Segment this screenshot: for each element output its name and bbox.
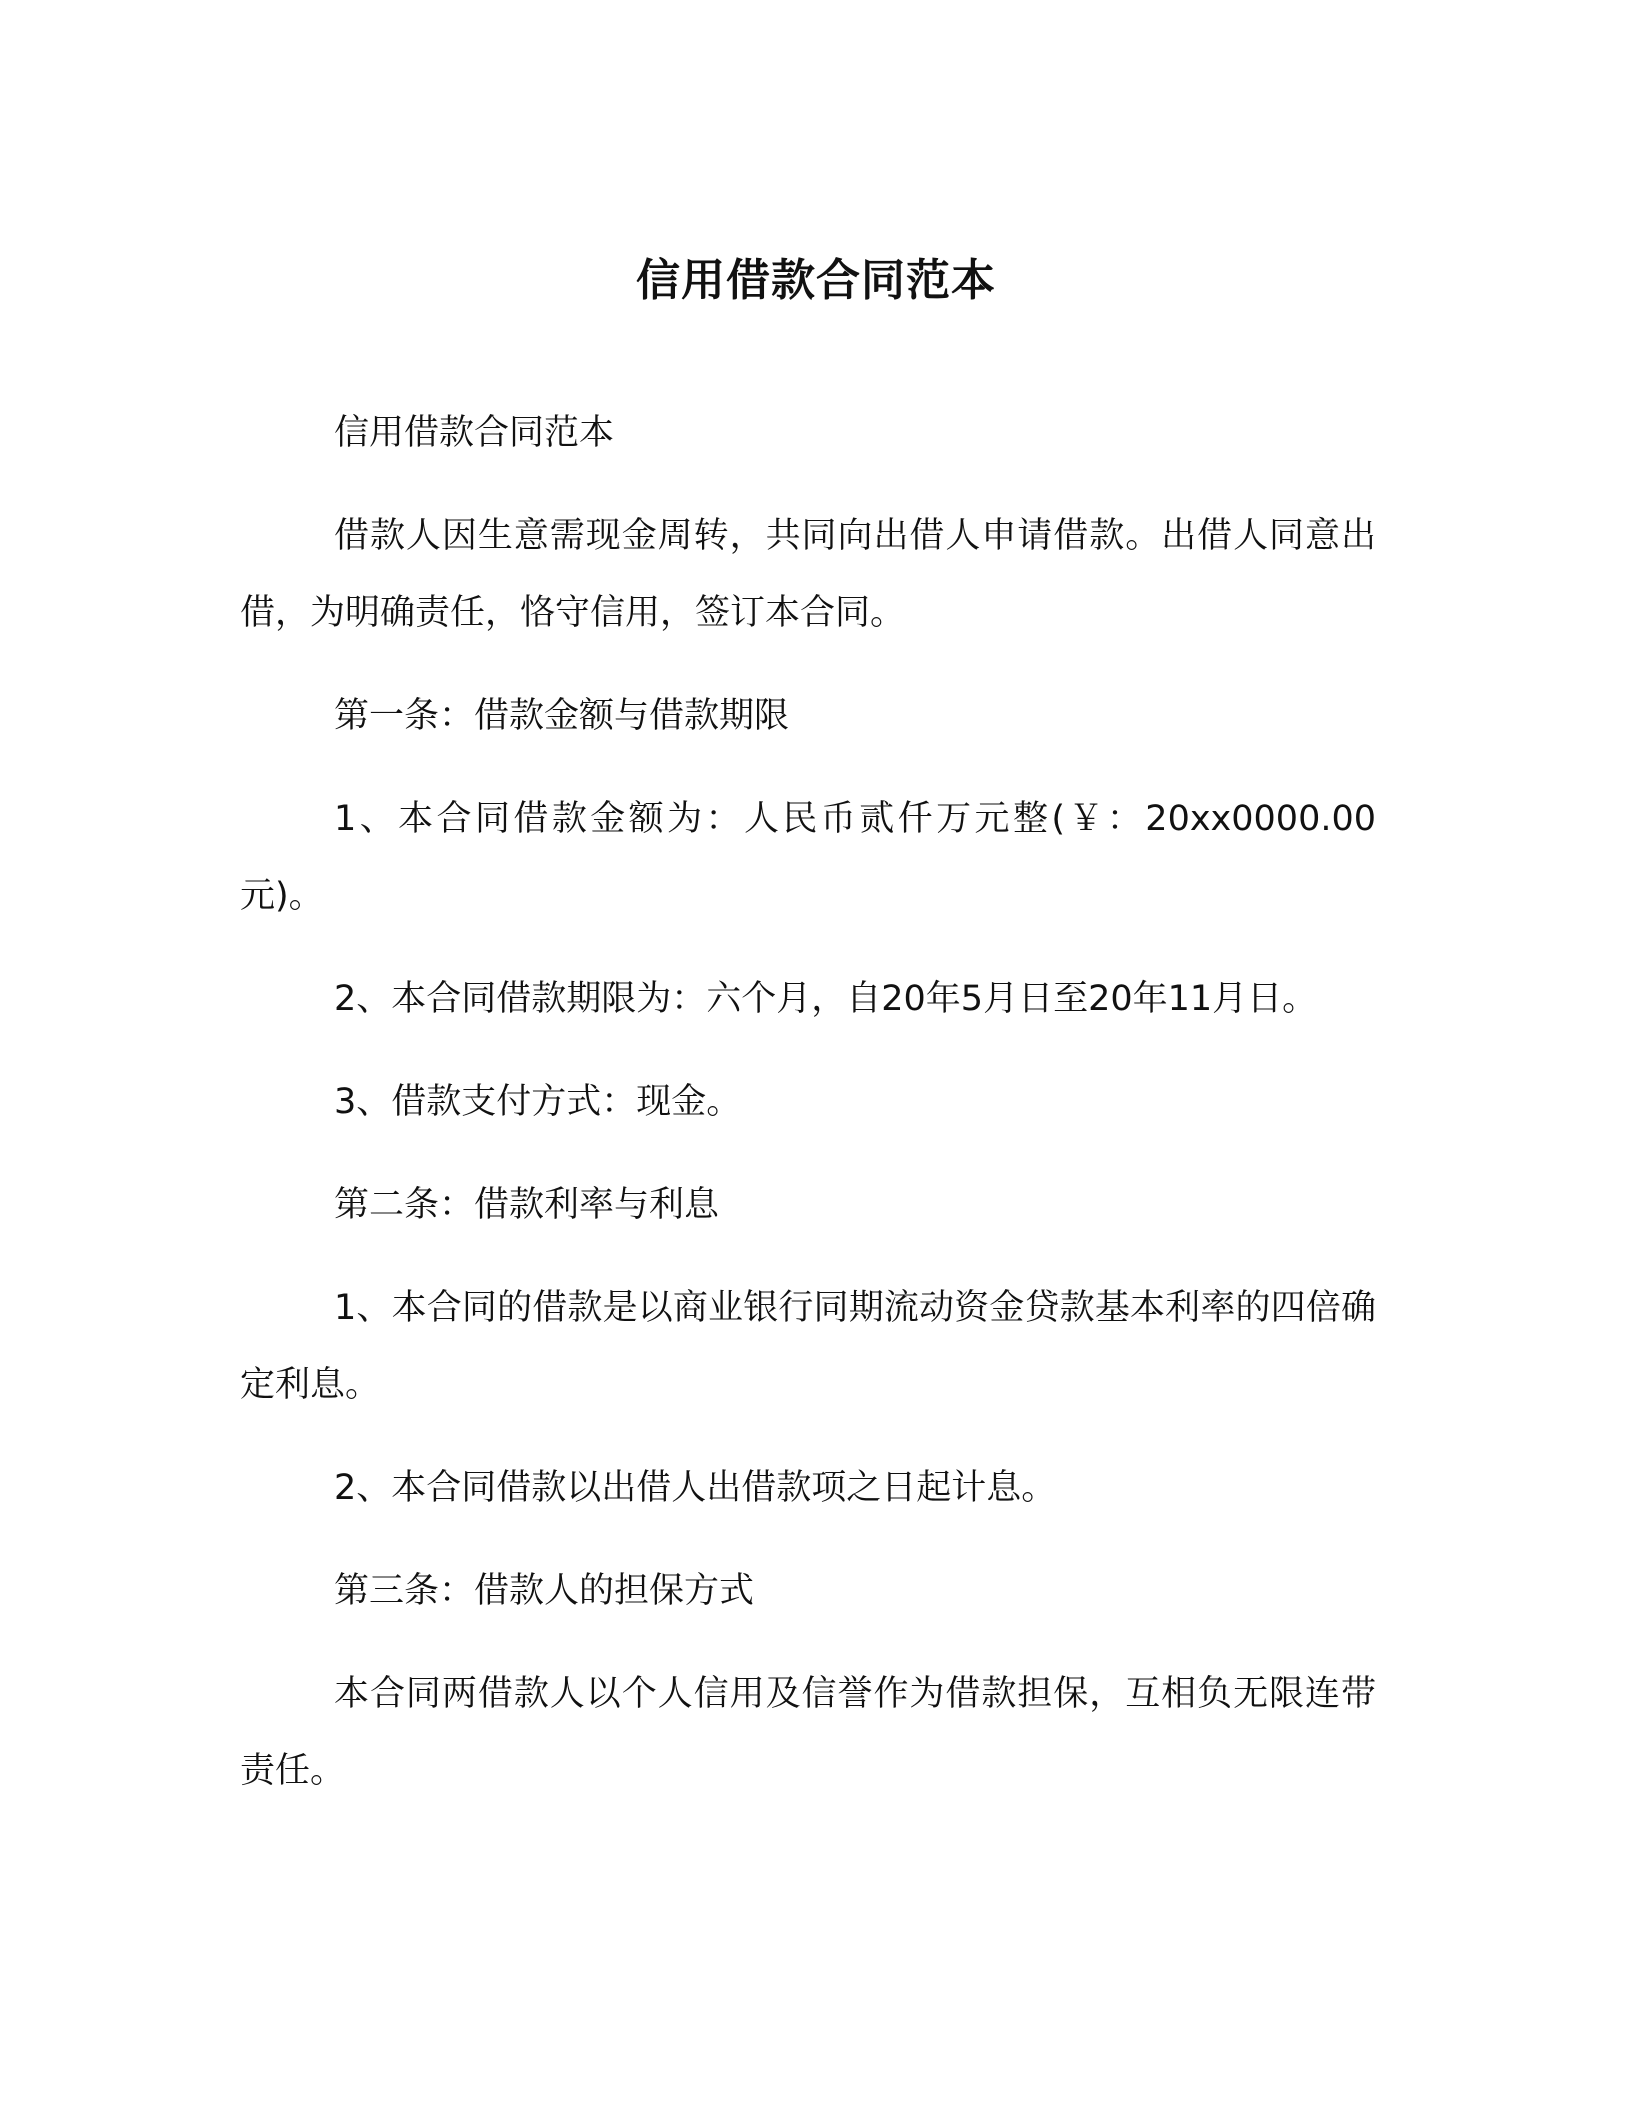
article-3-heading: 第三条：借款人的担保方式	[334, 1571, 755, 1611]
article-2-clause-1: 1、本合同的借款是以商业银行同期流动资金贷款基本利率的四倍确定利息。	[240, 1288, 1376, 1405]
article-1-heading: 第一条：借款金额与借款期限	[334, 696, 790, 736]
article-1-clause-2: 2、本合同借款期限为：六个月，自20年5月日至20年11月日。	[334, 979, 1318, 1019]
document-title: 信用借款合同范本	[636, 255, 996, 307]
article-3-body: 本合同两借款人以个人信用及信誉作为借款担保，互相负无限连带责任。	[240, 1674, 1376, 1791]
preamble-paragraph: 借款人因生意需现金周转，共同向出借人申请借款。出借人同意出借，为明确责任，恪守信用，签订本合同。	[240, 516, 1376, 633]
article-1-clause-1: 1、本合同借款金额为：人民币贰仟万元整(￥：20xx0000.00元)。	[240, 799, 1376, 916]
article-1-clause-3: 3、借款支付方式：现金。	[334, 1082, 742, 1122]
document-body	[240, 395, 1376, 1836]
article-2-heading: 第二条：借款利率与利息	[334, 1185, 720, 1225]
subtitle-paragraph: 信用借款合同范本	[334, 413, 615, 453]
article-2-clause-2: 2、本合同借款以出借人出借款项之日起计息。	[334, 1468, 1057, 1508]
